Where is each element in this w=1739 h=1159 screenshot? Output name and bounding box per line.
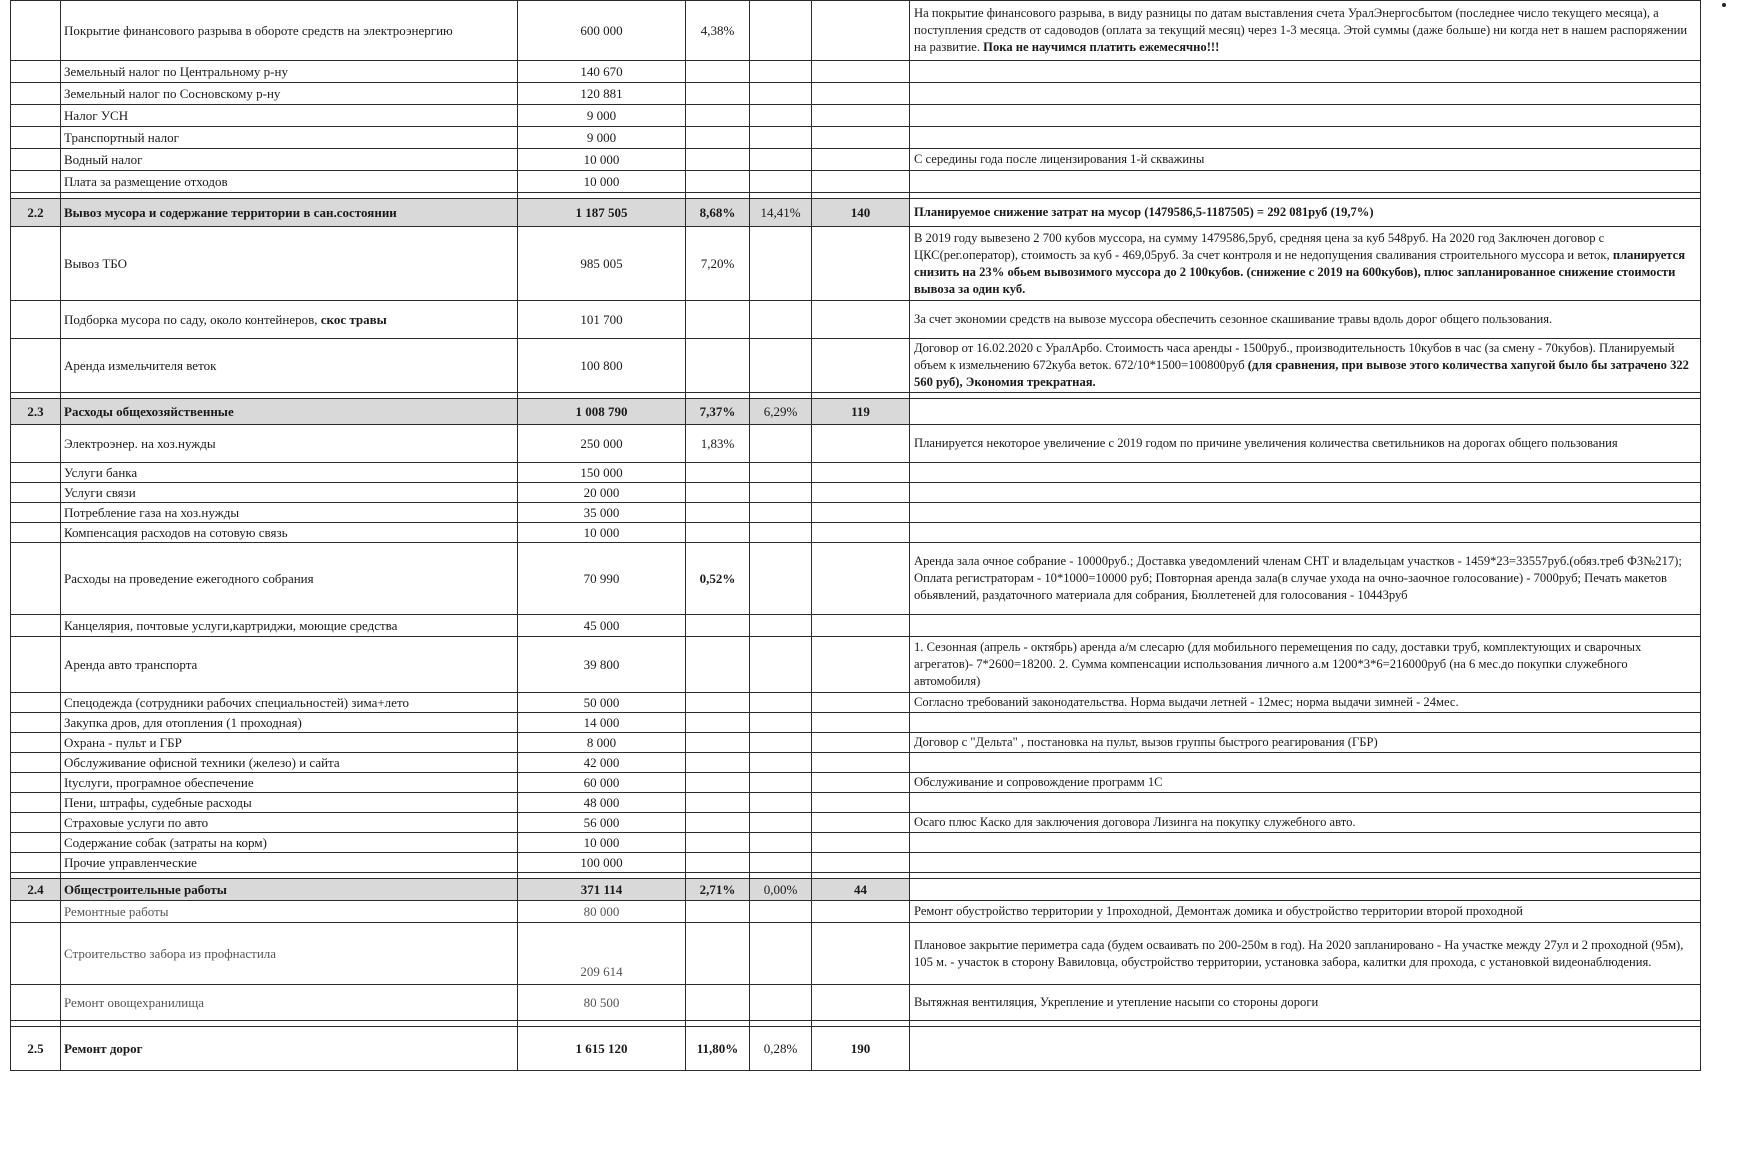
amount-cell: 10 000	[518, 149, 686, 171]
section-row	[11, 1027, 1701, 1071]
table-row	[11, 615, 1701, 637]
share-cell	[686, 793, 750, 813]
note-cell	[910, 773, 1701, 793]
index-cell: 140	[812, 199, 910, 227]
bold-text: Планируемое снижение затрат на мусор (1479586,5-1187505) = 292 081руб (19,7%)	[914, 205, 1374, 219]
code-cell	[11, 523, 61, 543]
share2-cell	[750, 901, 812, 923]
amount-cell: 100 800	[518, 339, 686, 393]
budget-table	[10, 0, 1701, 1071]
item-name-cell: Услуги связи	[61, 483, 518, 503]
amount-cell: 45 000	[518, 615, 686, 637]
section-row	[11, 399, 1701, 425]
index-cell	[812, 543, 910, 615]
item-name-cell: Транспортный налог	[61, 127, 518, 149]
note-cell	[910, 127, 1701, 149]
item-name-cell: Вывоз мусора и содержание территории в сан.состоянии	[61, 199, 518, 227]
table-row	[11, 693, 1701, 713]
note-cell	[910, 83, 1701, 105]
code-cell	[11, 83, 61, 105]
item-name-cell: Электроэнер. на хоз.нужды	[61, 425, 518, 463]
index-cell	[812, 985, 910, 1021]
share-cell	[686, 171, 750, 193]
share-cell	[686, 149, 750, 171]
share2-cell	[750, 543, 812, 615]
index-cell	[812, 615, 910, 637]
amount-cell: 60 000	[518, 773, 686, 793]
note-cell	[910, 543, 1701, 615]
table-row	[11, 543, 1701, 615]
share-cell: 8,68%	[686, 199, 750, 227]
amount-cell: 371 114	[518, 879, 686, 901]
note-cell	[910, 923, 1701, 985]
item-name-cell: Обслуживание офисной техники (железо) и сайта	[61, 753, 518, 773]
code-cell: 2.2	[11, 199, 61, 227]
text-run: Аренда зала очное собрание - 10000руб.; Доставка уведомлений членам СНТ и владельцам участков - 1459*23=33557руб.(обяз.треб ФЗ№217); Оплата регистраторам - 10*1000=10000 руб; Повторная аренда зала(в случае ухода на очно-заочное голосование) - 7000руб; Печать макетов обьявлений, раздаточного материала для собрания, Бюллетеней для голосования - 10443руб	[914, 554, 1682, 602]
share2-cell	[750, 733, 812, 753]
share2-cell	[750, 923, 812, 985]
share-cell	[686, 833, 750, 853]
table-row	[11, 301, 1701, 339]
item-name-cell: Налог УСН	[61, 105, 518, 127]
budget-sheet	[10, 0, 1700, 1125]
note-cell	[910, 149, 1701, 171]
share2-cell	[750, 105, 812, 127]
share-cell	[686, 773, 750, 793]
text-run: За счет экономии средств на вывозе муссора обеспечить сезонное скашивание травы вдоль дорог общего пользования.	[914, 312, 1553, 326]
index-cell	[812, 773, 910, 793]
scan-speck	[1722, 3, 1726, 7]
share-cell: 4,38%	[686, 1, 750, 61]
share2-cell	[750, 713, 812, 733]
index-cell	[812, 149, 910, 171]
index-cell	[812, 813, 910, 833]
share2-cell	[750, 227, 812, 301]
share-cell	[686, 301, 750, 339]
share-cell	[686, 753, 750, 773]
share2-cell	[750, 483, 812, 503]
share2-cell	[750, 523, 812, 543]
share-cell	[686, 83, 750, 105]
table-row	[11, 425, 1701, 463]
share-cell: 1,83%	[686, 425, 750, 463]
code-cell	[11, 615, 61, 637]
item-name-cell: Покрытие финансового разрыва в обороте средств на электроэнергию	[61, 1, 518, 61]
table-row	[11, 171, 1701, 193]
amount-cell: 35 000	[518, 503, 686, 523]
share-cell: 11,80%	[686, 1027, 750, 1071]
note-cell	[910, 1, 1701, 61]
code-cell	[11, 833, 61, 853]
note-cell	[910, 483, 1701, 503]
amount-cell: 48 000	[518, 793, 686, 813]
item-name-cell	[61, 301, 518, 339]
share2-cell	[750, 615, 812, 637]
amount-cell: 9 000	[518, 105, 686, 127]
code-cell	[11, 149, 61, 171]
index-cell: 190	[812, 1027, 910, 1071]
amount-cell: 600 000	[518, 1, 686, 61]
table-row	[11, 483, 1701, 503]
note-cell	[910, 463, 1701, 483]
item-name-cell: Услуги банка	[61, 463, 518, 483]
code-cell	[11, 985, 61, 1021]
amount-cell: 1 008 790	[518, 399, 686, 425]
share2-cell	[750, 985, 812, 1021]
text-run: Согласно требований законодательства. Норма выдачи летней - 12мес; норма выдачи зимней - 24мес.	[914, 695, 1459, 709]
share2-cell	[750, 83, 812, 105]
amount-cell: 20 000	[518, 483, 686, 503]
share-cell	[686, 733, 750, 753]
code-cell	[11, 753, 61, 773]
share2-cell	[750, 503, 812, 523]
note-cell	[910, 833, 1701, 853]
index-cell	[812, 637, 910, 693]
share2-cell	[750, 773, 812, 793]
note-cell	[910, 713, 1701, 733]
amount-cell: 209 614	[518, 923, 686, 985]
note-cell	[910, 853, 1701, 873]
share2-cell	[750, 339, 812, 393]
index-cell	[812, 923, 910, 985]
table-row	[11, 985, 1701, 1021]
table-row	[11, 149, 1701, 171]
item-name-cell: Пени, штрафы, судебные расходы	[61, 793, 518, 813]
index-cell	[812, 853, 910, 873]
amount-cell: 9 000	[518, 127, 686, 149]
note-cell	[910, 227, 1701, 301]
index-cell	[812, 83, 910, 105]
table-row	[11, 901, 1701, 923]
share-cell	[686, 503, 750, 523]
share-cell	[686, 923, 750, 985]
table-row	[11, 637, 1701, 693]
amount-cell: 42 000	[518, 753, 686, 773]
bold-text: Пока не научимся платить ежемесячно!!!	[983, 40, 1220, 54]
note-cell	[910, 813, 1701, 833]
code-cell	[11, 853, 61, 873]
text-run: Договор от 16.02.2020 с УралАрбо. Стоимость часа аренды - 1500руб., производительность 10кубов в час (за смену - 70кубов). Планируемый объем к измельчению 672куба веток. 672/10*1500=100800руб	[914, 341, 1675, 372]
table-row	[11, 773, 1701, 793]
text-run: Плановое закрытие периметра сада (будем осваивать по 200-250м в год). На 2020 запланировано - На участке между 27ул и 2 проходной (95м), 105 м. - участок в сторону Вавиловца, обустройство территории, установка забора, калитки для прохода, с установкой видеонаблюдения.	[914, 937, 1684, 969]
share-cell	[686, 523, 750, 543]
share-cell	[686, 339, 750, 393]
code-cell	[11, 637, 61, 693]
index-cell	[812, 753, 910, 773]
index-cell: 44	[812, 879, 910, 901]
item-name-cell: Ремонт дорог	[61, 1027, 518, 1071]
share-cell: 2,71%	[686, 879, 750, 901]
index-cell	[812, 693, 910, 713]
amount-cell: 80 500	[518, 985, 686, 1021]
text-run: Осаго плюс Каско для заключения договора Лизинга на покупку служебного авто.	[914, 815, 1356, 829]
share-cell	[686, 61, 750, 83]
code-cell	[11, 483, 61, 503]
amount-cell: 120 881	[518, 83, 686, 105]
share-cell: 7,20%	[686, 227, 750, 301]
amount-cell: 8 000	[518, 733, 686, 753]
table-row	[11, 793, 1701, 813]
note-cell	[910, 753, 1701, 773]
share2-cell	[750, 61, 812, 83]
index-cell	[812, 503, 910, 523]
share-cell	[686, 127, 750, 149]
table-row	[11, 339, 1701, 393]
text-run: Вытяжная вентиляция, Укрепление и утепление насыпи со стороны дороги	[914, 995, 1319, 1009]
note-cell	[910, 339, 1701, 393]
code-cell	[11, 773, 61, 793]
item-name-cell: Земельный налог по Центральному р-ну	[61, 61, 518, 83]
note-cell	[910, 615, 1701, 637]
note-cell	[910, 793, 1701, 813]
amount-cell: 150 000	[518, 463, 686, 483]
code-cell	[11, 1, 61, 61]
index-cell	[812, 901, 910, 923]
amount-cell: 250 000	[518, 425, 686, 463]
item-name-cell: Плата за размещение отходов	[61, 171, 518, 193]
share-cell	[686, 105, 750, 127]
amount-cell: 70 990	[518, 543, 686, 615]
share-cell	[686, 813, 750, 833]
item-name-cell: Страховые услуги по авто	[61, 813, 518, 833]
code-cell	[11, 693, 61, 713]
code-cell	[11, 923, 61, 985]
table-row	[11, 813, 1701, 833]
share-cell	[686, 713, 750, 733]
amount-cell: 140 670	[518, 61, 686, 83]
text-run: В 2019 году вывезено 2 700 кубов муссора, на сумму 1479586,5руб, средняя цена за куб 548руб. На 2020 год Заключен договор с ЦКС(рег.оператор), стоимость за куб - 469,05руб. За счет контроля и не недопущения сваливания строительного муссора и веток,	[914, 230, 1613, 262]
amount-cell: 80 000	[518, 901, 686, 923]
share2-cell	[750, 127, 812, 149]
code-cell	[11, 105, 61, 127]
amount-cell: 10 000	[518, 833, 686, 853]
item-name-cell: Общестроительные работы	[61, 879, 518, 901]
share-cell	[686, 901, 750, 923]
text-run: С середины года после лицензирования 1-й скважины	[914, 152, 1205, 166]
share2-cell	[750, 693, 812, 713]
table-row	[11, 923, 1701, 985]
amount-cell: 10 000	[518, 171, 686, 193]
text-run: На покрытие финансового разрыва, в виду разницы по датам выставления счета УралЭнергосбытом (последнее число текущего месяца), а поступления средств от садоводов (оплата за текущий месяц) через 1-3 месяца. Этой суммы (даже больше) ни когда нет в нашем распоряжении на развитие.	[914, 6, 1688, 54]
bold-text: скос травы	[320, 311, 387, 327]
note-cell	[910, 399, 1701, 425]
share2-cell	[750, 301, 812, 339]
item-name-cell: Расходы на проведение ежегодного собрания	[61, 543, 518, 615]
share2-cell	[750, 813, 812, 833]
share-cell	[686, 463, 750, 483]
note-cell	[910, 199, 1701, 227]
item-name-cell: Закупка дров, для отопления (1 проходная)	[61, 713, 518, 733]
table-row	[11, 127, 1701, 149]
item-name-cell: Земельный налог по Сосновскому р-ну	[61, 83, 518, 105]
note-cell	[910, 879, 1701, 901]
index-cell	[812, 105, 910, 127]
table-row	[11, 853, 1701, 873]
index-cell	[812, 833, 910, 853]
table-row	[11, 1, 1701, 61]
code-cell	[11, 339, 61, 393]
share2-cell: 6,29%	[750, 399, 812, 425]
share-cell	[686, 985, 750, 1021]
text-run: Договор с "Дельта" , постановка на пульт, вызов группы быстрого реагирования (ГБР)	[914, 735, 1378, 749]
section-row	[11, 199, 1701, 227]
note-cell	[910, 637, 1701, 693]
index-cell	[812, 1, 910, 61]
share2-cell	[750, 637, 812, 693]
code-cell	[11, 793, 61, 813]
code-cell	[11, 733, 61, 753]
share2-cell	[750, 463, 812, 483]
text-run: Планируется некоторое увеличение с 2019 годом по причине увеличения количества светильников на дорогах общего пользования	[914, 436, 1618, 450]
item-name-cell: Компенсация расходов на сотовую связь	[61, 523, 518, 543]
index-cell	[812, 733, 910, 753]
share-cell	[686, 637, 750, 693]
share2-cell: 14,41%	[750, 199, 812, 227]
amount-cell: 39 800	[518, 637, 686, 693]
table-row	[11, 61, 1701, 83]
index-cell	[812, 523, 910, 543]
note-cell	[910, 301, 1701, 339]
item-name-cell: Строительство забора из профнастила	[61, 923, 518, 985]
share-cell	[686, 615, 750, 637]
index-cell	[812, 713, 910, 733]
bold-text: (для сравнения, при вывозе этого количества хапугой было бы затрачено 322 560 руб), Экономия трекратная.	[914, 358, 1689, 389]
table-row	[11, 463, 1701, 483]
note-cell	[910, 503, 1701, 523]
code-cell	[11, 227, 61, 301]
code-cell	[11, 127, 61, 149]
item-name-cell: Спецодежда (сотрудники рабочих специальностей) зима+лето	[61, 693, 518, 713]
share2-cell	[750, 793, 812, 813]
index-cell: 119	[812, 399, 910, 425]
index-cell	[812, 227, 910, 301]
item-name-cell: Охрана - пульт и ГБР	[61, 733, 518, 753]
text-run: Подборка мусора по саду, около контейнеров,	[64, 311, 321, 327]
index-cell	[812, 483, 910, 503]
item-name-cell: Водный налог	[61, 149, 518, 171]
item-name-cell: Прочие управленческие	[61, 853, 518, 873]
item-name-cell: Ремонт овощехранилища	[61, 985, 518, 1021]
share2-cell	[750, 833, 812, 853]
note-cell	[910, 105, 1701, 127]
code-cell	[11, 503, 61, 523]
amount-cell: 100 000	[518, 853, 686, 873]
amount-cell: 50 000	[518, 693, 686, 713]
index-cell	[812, 301, 910, 339]
share-cell: 0,52%	[686, 543, 750, 615]
item-name-cell: Ремонтные работы	[61, 901, 518, 923]
table-row	[11, 523, 1701, 543]
index-cell	[812, 127, 910, 149]
note-cell	[910, 901, 1701, 923]
share2-cell: 0,00%	[750, 879, 812, 901]
amount-cell: 14 000	[518, 713, 686, 733]
item-name-cell: Itуслуги, програмное обеспечение	[61, 773, 518, 793]
table-row	[11, 83, 1701, 105]
index-cell	[812, 339, 910, 393]
item-name-cell: Аренда авто транспорта	[61, 637, 518, 693]
amount-cell: 101 700	[518, 301, 686, 339]
code-cell	[11, 61, 61, 83]
share2-cell	[750, 853, 812, 873]
code-cell	[11, 171, 61, 193]
table-row	[11, 833, 1701, 853]
share2-cell	[750, 171, 812, 193]
table-row	[11, 733, 1701, 753]
bold-text: планируется снизить на 23% обьем вывозимого муссора до 2 100кубов. (снижение с 2019 на 600кубов), плюс запланированное снижение стоимости вывоза за один куб.	[914, 247, 1686, 296]
code-cell	[11, 301, 61, 339]
note-cell	[910, 523, 1701, 543]
share2-cell	[750, 753, 812, 773]
text-run: Обслуживание и сопровождение программ 1С	[914, 775, 1163, 789]
item-name-cell: Потребление газа на хоз.нужды	[61, 503, 518, 523]
share2-cell	[750, 425, 812, 463]
table-row	[11, 227, 1701, 301]
share2-cell	[750, 149, 812, 171]
share-cell	[686, 483, 750, 503]
amount-cell: 10 000	[518, 523, 686, 543]
item-name-cell: Канцелярия, почтовые услуги,картриджи, моющие средства	[61, 615, 518, 637]
share-cell	[686, 853, 750, 873]
amount-cell: 985 005	[518, 227, 686, 301]
code-cell: 2.5	[11, 1027, 61, 1071]
text-run: Ремонт обустройство территории у 1проходной, Демонтаж домика и обустройство территории второй проходной	[914, 904, 1523, 918]
amount-cell: 56 000	[518, 813, 686, 833]
item-name-cell: Вывоз ТБО	[61, 227, 518, 301]
share2-cell: 0,28%	[750, 1027, 812, 1071]
code-cell	[11, 463, 61, 483]
index-cell	[812, 793, 910, 813]
amount-cell: 1 615 120	[518, 1027, 686, 1071]
index-cell	[812, 61, 910, 83]
table-row	[11, 753, 1701, 773]
index-cell	[812, 463, 910, 483]
code-cell: 2.4	[11, 879, 61, 901]
item-name-cell: Содержание собак (затраты на корм)	[61, 833, 518, 853]
note-cell	[910, 61, 1701, 83]
share2-cell	[750, 1, 812, 61]
table-row	[11, 105, 1701, 127]
item-name-cell: Аренда измельчителя веток	[61, 339, 518, 393]
code-cell	[11, 901, 61, 923]
share-cell	[686, 693, 750, 713]
item-name-cell: Расходы общехозяйственные	[61, 399, 518, 425]
index-cell	[812, 425, 910, 463]
note-cell	[910, 985, 1701, 1021]
amount-cell: 1 187 505	[518, 199, 686, 227]
index-cell	[812, 171, 910, 193]
note-cell	[910, 733, 1701, 753]
code-cell	[11, 425, 61, 463]
note-cell	[910, 1027, 1701, 1071]
table-row	[11, 713, 1701, 733]
note-cell	[910, 171, 1701, 193]
note-cell	[910, 693, 1701, 713]
code-cell	[11, 813, 61, 833]
note-cell	[910, 425, 1701, 463]
code-cell: 2.3	[11, 399, 61, 425]
text-run: 1. Сезонная (апрель - октябрь) аренда а/м слесарю (для мобильного перемещения по саду, доставки труб, комплектующих и сварочных агрегатов)- 7*2600=18200. 2. Сумма компенсации использования личного а.м 1200*3*6=216000руб (на 6 мес.до покупки служебного автомобиля)	[914, 640, 1642, 688]
code-cell	[11, 543, 61, 615]
table-row	[11, 503, 1701, 523]
share-cell: 7,37%	[686, 399, 750, 425]
section-row	[11, 879, 1701, 901]
code-cell	[11, 713, 61, 733]
